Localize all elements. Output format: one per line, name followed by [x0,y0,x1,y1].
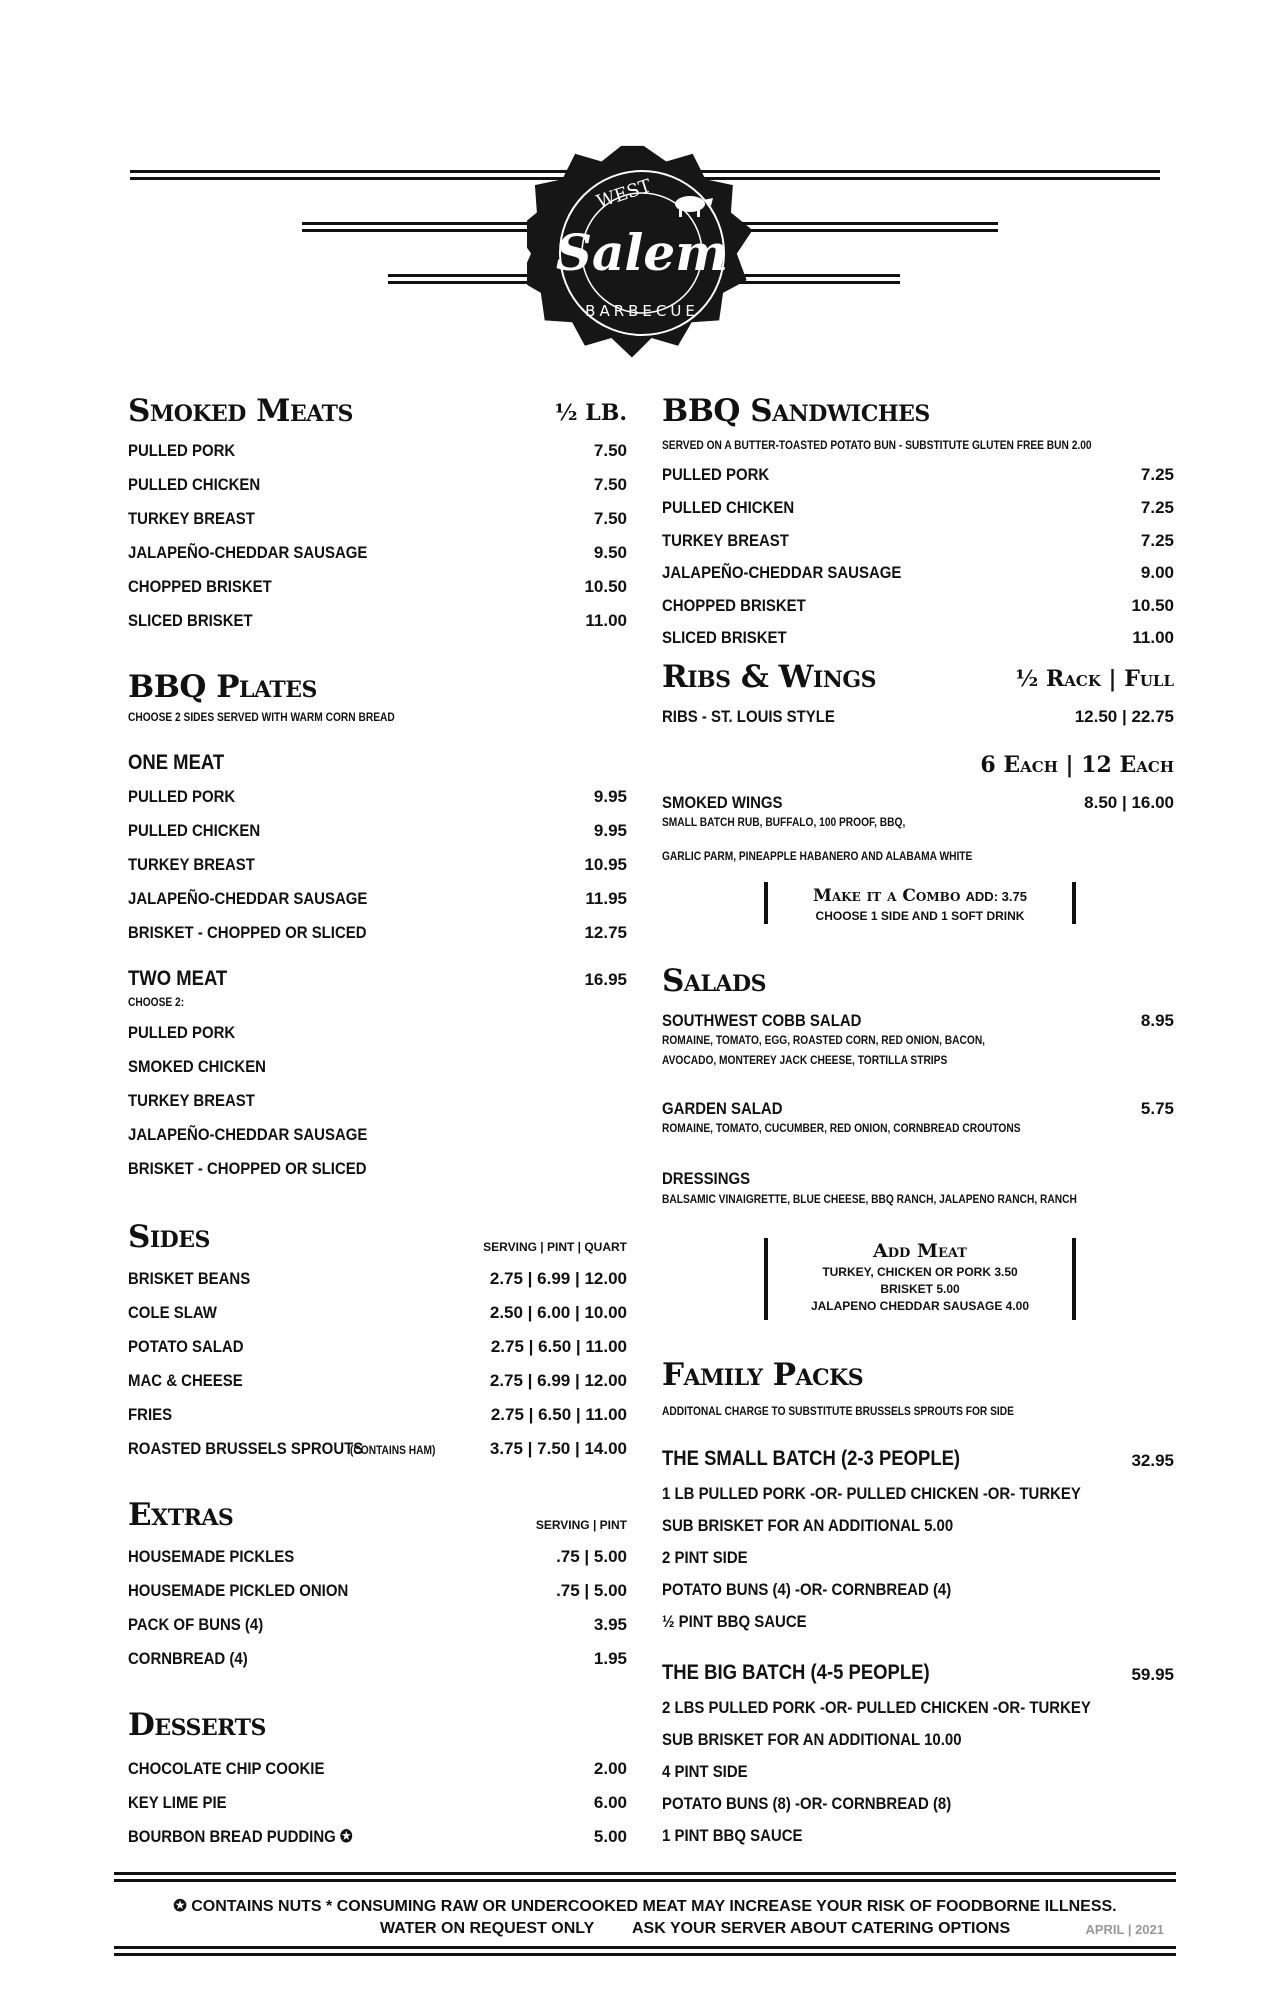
menu-item-price: 5.75 [1140,1099,1174,1118]
combo-bar-left [764,882,768,924]
add-meat-bar-right [1072,1238,1076,1320]
one-meat-title: ONE MEAT [128,751,225,774]
sides-title: Sides [128,1219,210,1255]
footer-rule-top-a [114,1872,1176,1875]
menu-item-price: 3.75 | 7.50 | 14.00 [489,1439,627,1458]
wings-header: 6 Each | 12 Each [980,752,1174,778]
pack-line: POTATO BUNS (4) -OR- CORNBREAD (4) [662,1580,952,1599]
menu-item-price: 2.75 | 6.50 | 11.00 [490,1405,627,1424]
footer-rule-top-b [114,1879,1176,1882]
extras-header: SERVING | PINT [535,1518,627,1532]
menu-item-price: 9.95 [593,821,627,840]
smoked-meats-unit: ½ LB. [554,400,627,426]
sandwiches-note: SERVED ON A BUTTER-TOASTED POTATO BUN - SUBSTITUTE GLUTEN FREE BUN 2.00 [662,438,1092,452]
garden-note: ROMAINE, TOMATO, CUCUMBER, RED ONION, CORNBREAD CROUTONS [662,1121,1021,1135]
add-meat-line: TURKEY, CHICKEN OR PORK 3.50 [822,1265,1018,1279]
logo-bottom-text: BARBECUE [585,302,699,320]
ribs-wings-title: Ribs & Wings [662,659,876,695]
menu-item-name: RIBS - ST. LOUIS STYLE [662,707,835,726]
menu-item-name: SOUTHWEST COBB SALAD [662,1011,862,1030]
menu-item-price: 10.50 [584,577,627,596]
menu-item-name: JALAPEÑO-CHEDDAR SAUSAGE [662,563,902,582]
menu-item-price: 12.75 [584,923,627,942]
menu-item-name: CHOPPED BRISKET [128,577,272,596]
two-meat-title: TWO MEAT [128,967,228,990]
menu-item-name: PULLED CHICKEN [128,475,261,494]
footer-warning: ✪ CONTAINS NUTS * CONSUMING RAW OR UNDERCOOKED MEAT MAY INCREASE YOUR RISK OF FOODBORNE ILLNESS. [173,1898,1117,1915]
menu-item-name: MAC & CHEESE [128,1371,243,1390]
pack-line: 1 PINT BBQ SAUCE [662,1826,803,1845]
combo-title: Make it a Combo [813,886,961,906]
wings-note: SMALL BATCH RUB, BUFFALO, 100 PROOF, BBQ, [662,815,906,829]
menu-item-name: PULLED CHICKEN [128,821,261,840]
menu-item-price: 2.50 | 6.00 | 10.00 [489,1303,627,1322]
big-batch-title: THE BIG BATCH (4-5 PEOPLE) [662,1661,930,1684]
menu-item-price: 2.75 | 6.50 | 11.00 [490,1337,627,1356]
wings-note: GARLIC PARM, PINEAPPLE HABANERO AND ALABAMA WHITE [662,849,973,863]
menu-item-price: 11.00 [585,611,627,630]
menu-item-extra: (CONTAINS HAM) [350,1443,436,1457]
pack-line: 4 PINT SIDE [662,1762,748,1781]
smoked-meats-title: Smoked Meats [128,393,353,429]
menu-item-name: PACK OF BUNS (4) [128,1615,264,1634]
family-packs-note: ADDITONAL CHARGE TO SUBSTITUTE BRUSSELS SPROUTS FOR SIDE [662,1404,1014,1418]
menu-item-name: PULLED PORK [128,441,236,460]
family-packs-title: Family Packs [662,1357,864,1393]
footer-catering: ASK YOUR SERVER ABOUT CATERING OPTIONS [632,1920,1011,1937]
menu-item-name: BRISKET BEANS [128,1269,251,1288]
cobb-note: AVOCADO, MONTEREY JACK CHEESE, TORTILLA STRIPS [662,1053,948,1067]
pack-line: POTATO BUNS (8) -OR- CORNBREAD (8) [662,1794,952,1813]
pack-line: SUB BRISKET FOR AN ADDITIONAL 5.00 [662,1516,954,1535]
menu-item-name: PULLED PORK [128,787,236,806]
menu-item-name: COLE SLAW [128,1303,217,1322]
small-batch-price: 32.95 [1131,1451,1174,1470]
menu-item-price: 8.50 | 16.00 [1084,793,1174,812]
pack-line: ½ PINT BBQ SAUCE [662,1612,807,1631]
footer-rule-bottom-a [114,1946,1176,1949]
small-batch-title: THE SMALL BATCH (2-3 PEOPLE) [662,1447,961,1470]
menu-item-name: SMOKED CHICKEN [128,1057,266,1076]
add-meat-box [772,1240,1068,1313]
dressings-title: DRESSINGS [662,1169,751,1188]
menu-item-name: PULLED CHICKEN [662,498,795,517]
menu-item-name: CORNBREAD (4) [128,1649,248,1668]
combo-add: ADD: 3.75 [965,889,1027,904]
combo-box [772,886,1068,923]
menu-item-name: SLICED BRISKET [128,611,253,630]
menu-item-name: TURKEY BREAST [128,855,255,874]
menu-item-price: 7.50 [593,441,627,460]
menu-item-price: 11.95 [585,889,627,908]
desserts-title: Desserts [128,1707,266,1743]
logo-top-text: WEST [594,175,654,213]
ribs-header: ½ Rack | Full [1015,666,1174,692]
menu-item-name: ROASTED BRUSSELS SPROUTS [128,1439,364,1458]
menu-item-name: HOUSEMADE PICKLES [128,1547,295,1566]
salads-title: Salads [662,963,766,999]
sandwiches-title: BBQ Sandwiches [662,393,930,429]
add-meat-title: Add Meat [873,1240,967,1262]
cobb-note: ROMAINE, TOMATO, EGG, ROASTED CORN, RED ONION, BACON, [662,1033,986,1047]
menu-item-name: PULLED PORK [662,465,770,484]
menu-item-name: BRISKET - CHOPPED OR SLICED [128,923,367,942]
bbq-plates-note: CHOOSE 2 SIDES SERVED WITH WARM CORN BREAD [128,710,395,724]
add-meat-line: JALAPENO CHEDDAR SAUSAGE 4.00 [810,1299,1030,1313]
logo-name: Salem [555,223,729,282]
menu-item-price: 8.95 [1140,1011,1174,1030]
logo-badge [527,128,757,378]
extras-title: Extras [128,1497,234,1533]
add-meat-bar-left [764,1238,768,1320]
menu-item-price: 2.75 | 6.99 | 12.00 [489,1371,627,1390]
menu-item-price: 7.25 [1140,498,1174,517]
menu-item-name: JALAPEÑO-CHEDDAR SAUSAGE [128,1125,368,1144]
pack-line: 2 LBS PULLED PORK -OR- PULLED CHICKEN -OR- TURKEY [662,1698,1091,1717]
menu-item-name: BOURBON BREAD PUDDING ✪ [128,1827,353,1846]
two-meat-note: CHOOSE 2: [128,995,185,1009]
menu-item-price: 7.50 [593,475,627,494]
menu-item-price: 9.50 [593,543,627,562]
menu-item-price: 12.50 | 22.75 [1074,707,1174,726]
menu-item-name: PULLED PORK [128,1023,236,1042]
bbq-plates-title: BBQ Plates [128,669,317,705]
sides-header: SERVING | PINT | QUART [483,1240,627,1254]
menu-item-price: 9.95 [593,787,627,806]
menu-item-name: GARDEN SALAD [662,1099,783,1118]
menu-item-name: CHOPPED BRISKET [662,596,806,615]
menu-item-price: 5.00 [593,1827,627,1846]
menu-item-name: SMOKED WINGS [662,793,783,812]
menu-item-price: .75 | 5.00 [556,1581,627,1600]
combo-bar-right [1072,882,1076,924]
menu-item-name: TURKEY BREAST [662,531,789,550]
menu-item-price: 9.00 [1140,563,1174,582]
menu-item-price: 10.95 [584,855,627,874]
menu-item-price: 3.95 [593,1615,627,1634]
menu-item-name: FRIES [128,1405,173,1424]
menu-item-name: CHOCOLATE CHIP COOKIE [128,1759,325,1778]
menu-item-price: 7.25 [1140,531,1174,550]
menu-item-price: 2.75 | 6.99 | 12.00 [489,1269,627,1288]
menu-item-price: 7.50 [593,509,627,528]
big-batch-price: 59.95 [1131,1665,1174,1684]
pack-line: 1 LB PULLED PORK -OR- PULLED CHICKEN -OR- TURKEY [662,1484,1081,1503]
combo-note: CHOOSE 1 SIDE AND 1 SOFT DRINK [815,909,1025,923]
menu-item-name: POTATO SALAD [128,1337,244,1356]
menu-item-name: TURKEY BREAST [128,509,255,528]
menu-item-price: 11.00 [1132,628,1174,647]
menu-item-name: TURKEY BREAST [128,1091,255,1110]
add-meat-line: BRISKET 5.00 [880,1282,960,1296]
menu-item-name: KEY LIME PIE [128,1793,227,1812]
menu-item-price: 2.00 [593,1759,627,1778]
menu-item-price: 10.50 [1131,596,1174,615]
menu-item-name: HOUSEMADE PICKLED ONION [128,1581,349,1600]
menu-item-name: BRISKET - CHOPPED OR SLICED [128,1159,367,1178]
pack-line: SUB BRISKET FOR AN ADDITIONAL 10.00 [662,1730,962,1749]
menu-item-price: .75 | 5.00 [556,1547,627,1566]
two-meat-price: 16.95 [584,970,627,989]
footer-rule-bottom-b [114,1953,1176,1956]
menu-item-name: JALAPEÑO-CHEDDAR SAUSAGE [128,889,368,908]
footer-date: APRIL | 2021 [1085,1922,1164,1937]
menu-item-name: SLICED BRISKET [662,628,787,647]
menu-item-price: 1.95 [593,1649,627,1668]
menu-item-price: 7.25 [1140,465,1174,484]
menu-item-name: JALAPEÑO-CHEDDAR SAUSAGE [128,543,368,562]
dressings-note: BALSAMIC VINAIGRETTE, BLUE CHEESE, BBQ RANCH, JALAPENO RANCH, RANCH [662,1192,1077,1206]
menu-item-price: 6.00 [593,1793,627,1812]
footer-water: WATER ON REQUEST ONLY [380,1920,595,1937]
pack-line: 2 PINT SIDE [662,1548,748,1567]
